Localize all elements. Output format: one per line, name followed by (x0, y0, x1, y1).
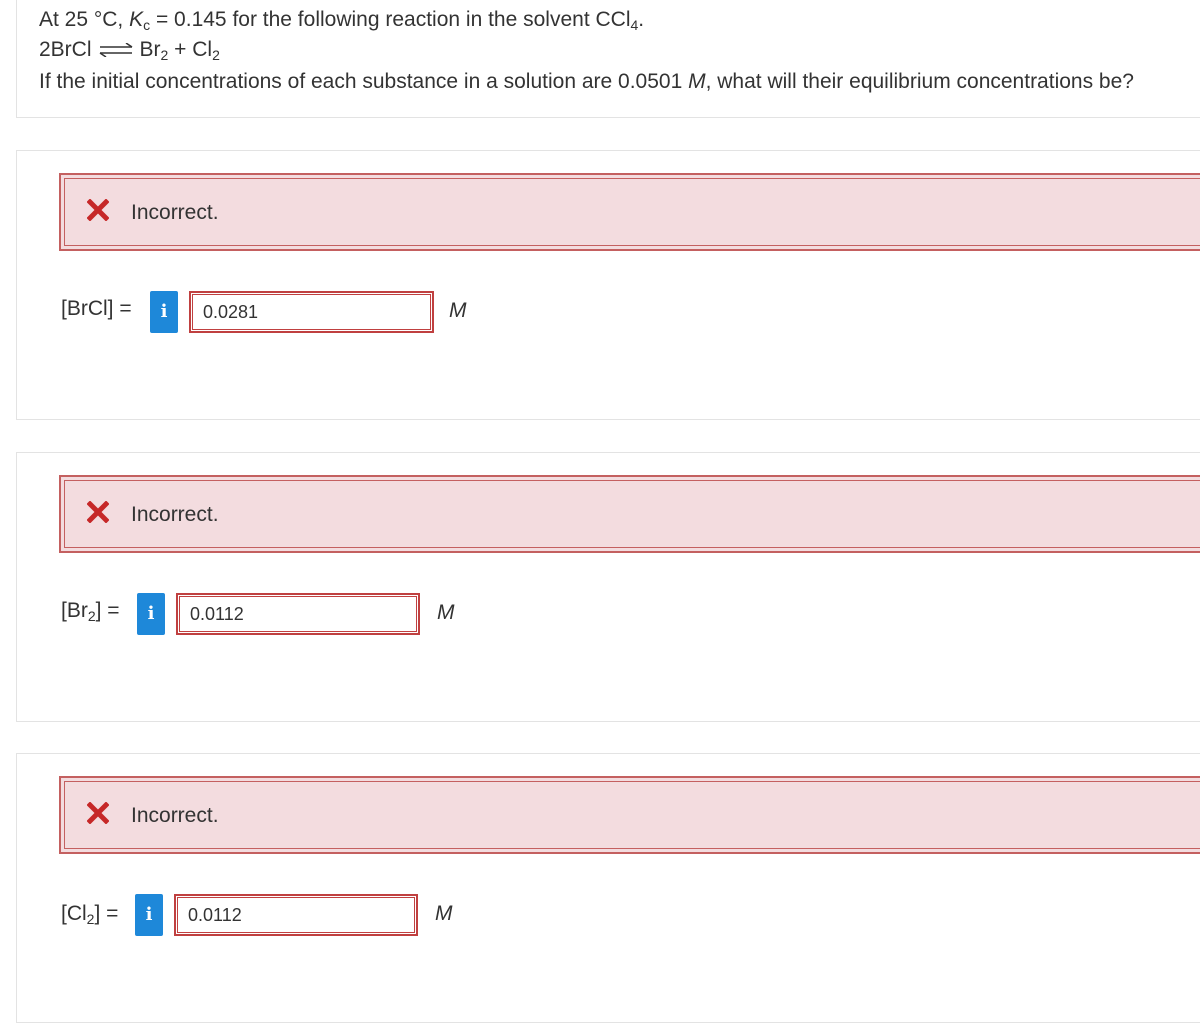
label-text: [Cl (61, 902, 87, 925)
br2-subscript: 2 (160, 47, 169, 63)
info-button[interactable]: i (137, 593, 165, 635)
br2-answer-input[interactable]: 0.0112 (176, 593, 420, 635)
label-text: [BrCl] (61, 297, 114, 320)
label-equals: ] = (95, 599, 120, 622)
incorrect-x-icon (87, 501, 109, 523)
feedback-text: Incorrect. (131, 503, 219, 526)
info-button[interactable]: i (150, 291, 178, 333)
question-text: , what will their equilibrium concentrations be? (705, 70, 1134, 93)
feedback-banner (59, 475, 1200, 553)
incorrect-x-icon (87, 802, 109, 824)
feedback-text: Incorrect. (131, 804, 219, 827)
label-subscript: 2 (87, 608, 96, 624)
unit-label: M (435, 902, 453, 925)
incorrect-x-icon (87, 199, 109, 221)
product-br2: Br (139, 38, 161, 61)
kc-subscript: c (143, 17, 151, 33)
feedback-banner (59, 776, 1200, 854)
label-equals: ] = (94, 902, 119, 925)
question-text: If the initial concentrations of each substance in a solution are 0.0501 (39, 70, 689, 93)
reactant: 2BrCl (39, 38, 92, 61)
unit-label: M (449, 299, 467, 322)
question-text: = 0.145 for the following reaction in the solvent CCl (150, 8, 631, 31)
label-text: [Br (61, 599, 88, 622)
equilibrium-arrows-icon (98, 43, 134, 57)
answer-panel-brcl (16, 150, 1200, 420)
answer-label-br2 (61, 599, 120, 623)
question-text: . (638, 8, 645, 31)
cl2-answer-input[interactable]: 0.0112 (174, 894, 418, 936)
ccl4-subscript: 4 (630, 17, 639, 33)
answer-panel-cl2 (16, 753, 1200, 1023)
question-line-3 (39, 70, 1134, 94)
label-equals: = (113, 297, 132, 320)
question-line-1 (39, 8, 644, 32)
answer-label-brcl (61, 297, 132, 321)
info-button[interactable]: i (135, 894, 163, 936)
molarity-unit: M (688, 70, 706, 93)
feedback-banner (59, 173, 1200, 251)
answer-panel-br2 (16, 452, 1200, 722)
kc-symbol: K (129, 8, 144, 31)
cl2-subscript: 2 (212, 47, 220, 63)
answer-label-cl2 (61, 902, 118, 926)
label-subscript: 2 (86, 911, 95, 927)
feedback-text: Incorrect. (131, 201, 219, 224)
product-cl2: + Cl (168, 38, 213, 61)
reaction-equation (39, 38, 220, 62)
question-prompt (16, 0, 1200, 118)
brcl-answer-input[interactable]: 0.0281 (189, 291, 434, 333)
question-text: At 25 °C, (39, 8, 130, 31)
unit-label: M (437, 601, 455, 624)
